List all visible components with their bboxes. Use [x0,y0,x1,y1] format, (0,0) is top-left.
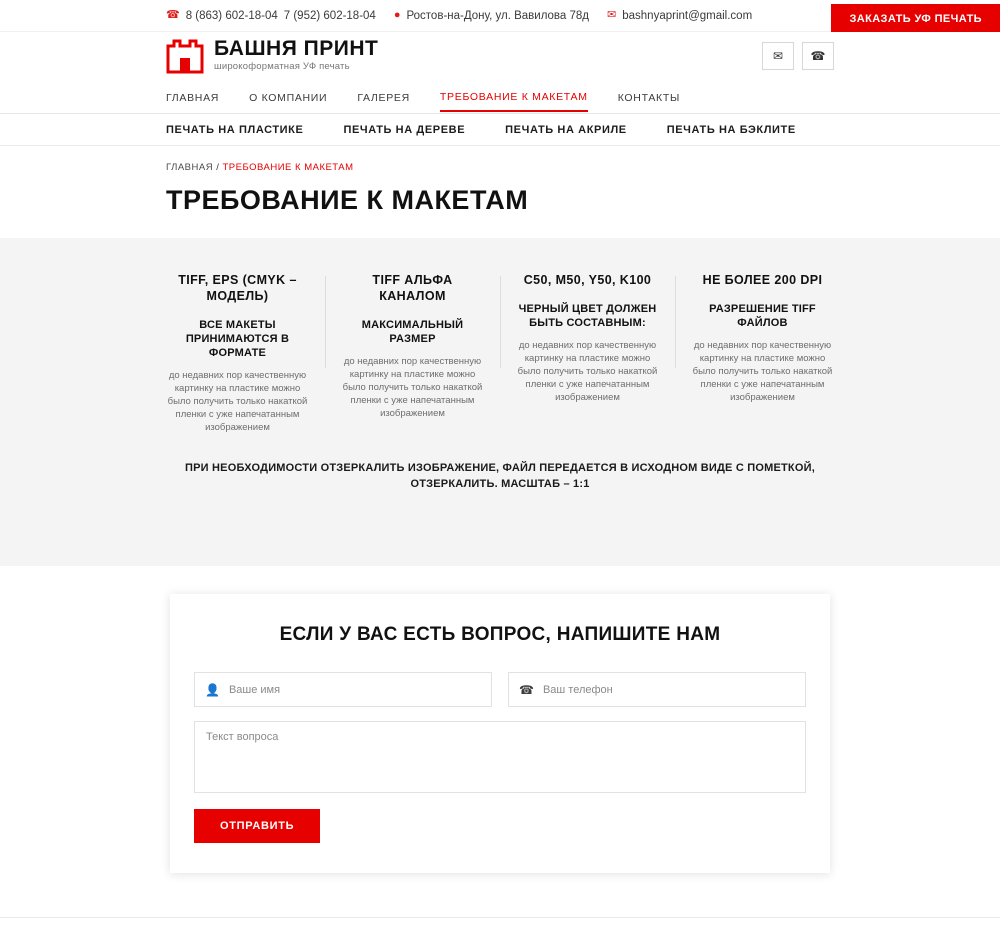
breadcrumb [0,146,1000,173]
header-icon-group [762,42,834,70]
requirement-card-format: C50, M50, Y50, K100 [523,273,652,287]
breadcrumb-current: ТРЕБОВАНИЕ К МАКЕТАМ [222,162,354,173]
mail-icon: ✉ [607,9,617,21]
requirement-card-format: TIFF, EPS (CMYK – МОДЕЛЬ) [178,273,297,303]
requirement-card-subtitle: РАЗРЕШЕНИЕ TIFF ФАЙЛОВ [709,303,816,329]
nav-item-requirements[interactable]: ТРЕБОВАНИЕ К МАКЕТАМ [440,91,588,112]
message-field-wrapper[interactable] [194,721,806,793]
phone-field-wrapper[interactable] [508,672,806,707]
topbar-phone-2: 7 (952) 602-18-04 [283,9,376,22]
phone-input[interactable] [543,684,795,696]
requirement-card-format: TIFF АЛЬФА КАНАЛОМ [372,273,453,303]
name-field-wrapper[interactable] [194,672,492,707]
topbar-email-text: bashnyaprint@gmail.com [622,9,753,22]
requirement-card-text: до недавних пор качественную картинку на пластике можно было получить только накаткой пленки с уже напечатанным изображением [692,340,833,403]
topbar-phone-1: 8 (863) 602-18-04 [185,9,278,22]
requirement-card-subtitle: МАКСИМАЛЬНЫЙ РАЗМЕР [361,319,464,345]
nav-item-gallery[interactable]: ГАЛЕРЕЯ [357,91,410,104]
topbar-phones[interactable] [166,10,376,22]
map-pin-icon: ● [393,9,401,21]
requirements-band [0,238,1000,566]
requirement-card-text: до недавних пор качественную картинку на пластике можно было получить только накаткой пленки с уже напечатанным изображением [517,340,658,403]
main-navigation [0,88,1000,114]
page-title: ТРЕБОВАНИЕ К МАКЕТАМ [166,185,529,215]
form-title: ЕСЛИ У ВАС ЕСТЬ ВОПРОС, НАПИШИТЕ НАМ [279,624,721,645]
requirement-card [325,272,500,434]
submit-button[interactable]: ОТПРАВИТЬ [194,809,320,843]
requirement-card-text: до недавних пор качественную картинку на пластике можно было получить только накаткой пленки с уже напечатанным изображением [167,370,308,433]
topbar-address [394,10,589,22]
subnav-item-backlit[interactable]: ПЕЧАТЬ НА БЭКЛИТЕ [666,124,796,136]
user-icon: 👤 [205,682,220,697]
logo-brand: БАШНЯ ПРИНТ [214,37,379,60]
contact-form-section [0,566,1000,917]
subnav-item-acrylic[interactable]: ПЕЧАТЬ НА АКРИЛЕ [505,124,627,136]
requirement-card [150,272,325,434]
sub-navigation [0,114,1000,146]
requirement-card-subtitle: ВСЕ МАКЕТЫ ПРИНИМАЮТСЯ В ФОРМАТЕ [185,319,290,359]
phone-icon: ☎ [519,682,534,697]
name-input[interactable] [229,684,481,696]
subnav-item-plastic[interactable]: ПЕЧАТЬ НА ПЛАСТИКЕ [166,124,304,136]
mirror-note: ПРИ НЕОБХОДИМОСТИ ОТЗЕРКАЛИТЬ ИЗОБРАЖЕНИЕ, ФАЙЛ ПЕРЕДАЕТСЯ В ИСХОДНОМ ВИДЕ С ПОМЕТКОЙ, ОТЗЕРКАЛИТЬ. МАСШТАБ – 1:1 [185,462,815,490]
requirements-card-list [150,272,850,434]
subnav-item-wood[interactable]: ПЕЧАТЬ НА ДЕРЕВЕ [343,124,466,136]
logo-tagline: широкоформатная УФ печать [214,61,350,72]
order-uv-print-button-top[interactable]: ЗАКАЗАТЬ УФ ПЕЧАТЬ [831,4,1000,34]
breadcrumb-separator: / [213,162,223,173]
requirement-card [675,272,850,434]
nav-item-about[interactable]: О КОМПАНИИ [249,91,328,104]
nav-item-home[interactable]: ГЛАВНАЯ [166,91,220,104]
requirement-card-text: до недавних пор качественную картинку на пластике можно было получить только накаткой пленки с уже напечатанным изображением [342,356,483,419]
topbar-email[interactable] [607,10,752,22]
topbar-address-text: Ростов-на-Дону, ул. Вавилова 78д [406,9,590,22]
site-header [0,32,1000,88]
top-bar [0,0,1000,32]
logo[interactable] [166,38,378,74]
phone-icon: ☎ [166,9,180,21]
requirement-card-subtitle: ЧЕРНЫЙ ЦВЕТ ДОЛЖЕН БЫТЬ СОСТАВНЫМ: [518,303,657,329]
contact-form [170,594,830,873]
mail-icon-button[interactable]: ✉ [762,42,794,70]
site-footer [0,917,1000,949]
message-textarea[interactable] [206,731,794,783]
castle-logo-icon [166,38,204,74]
breadcrumb-home[interactable]: ГЛАВНАЯ [166,162,214,173]
phone-icon-button[interactable]: ☎ [802,42,834,70]
requirement-card [500,272,675,434]
requirement-card-format: НЕ БОЛЕЕ 200 DPI [702,273,823,287]
nav-item-contacts[interactable]: КОНТАКТЫ [617,91,680,104]
